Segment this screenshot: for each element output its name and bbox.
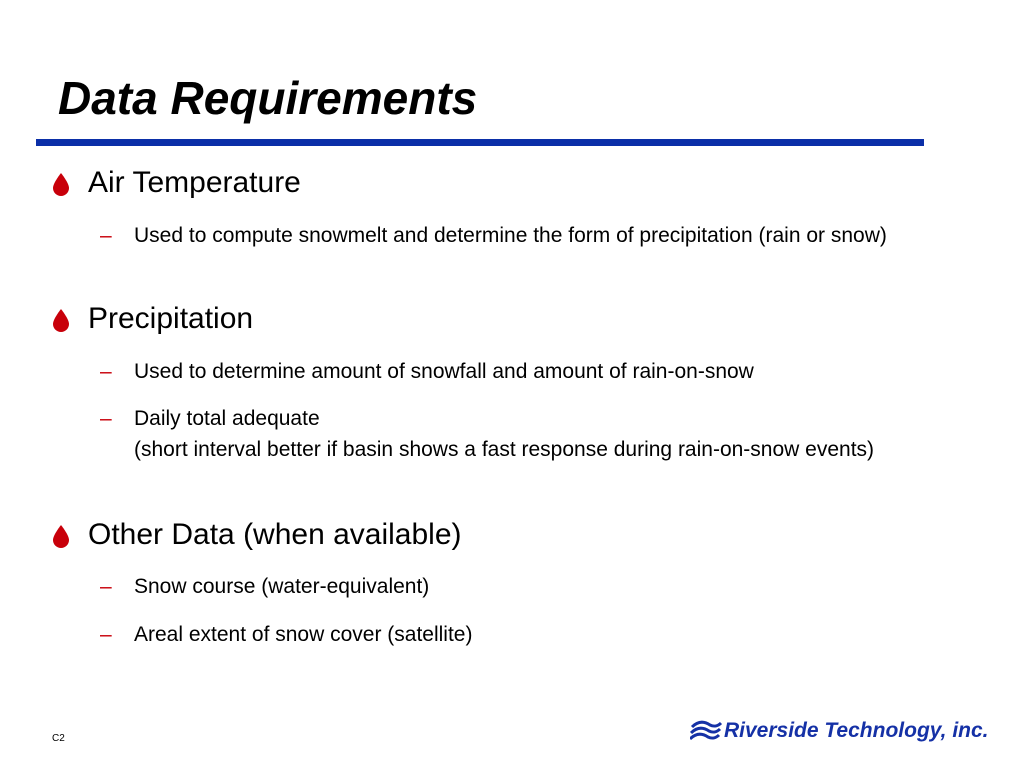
sub-item-text: [134, 571, 990, 602]
sub-item-line: (short interval better if basin shows a fast response during rain-on-snow events): [134, 438, 875, 461]
sub-item: [100, 619, 990, 650]
sub-item: [100, 571, 990, 602]
sub-item-line: Used to compute snowmelt and determine the form of precipitation (rain or snow): [134, 224, 887, 247]
bullet-other-data: [52, 517, 1002, 553]
red-drop-icon: [52, 308, 70, 332]
sub-item-text: [134, 356, 990, 387]
company-name: Riverside Technology, inc.: [724, 719, 989, 742]
dash-marker: –: [100, 360, 112, 383]
sub-item: [100, 220, 990, 251]
sub-item-text: [134, 403, 990, 465]
sub-item-line: Daily total adequate: [134, 407, 320, 430]
waves-logo-icon: [690, 719, 722, 743]
sub-item-text: [134, 220, 990, 251]
sub-item-line: Snow course (water-equivalent): [134, 575, 430, 598]
red-drop-icon: [52, 524, 70, 548]
sub-item: [100, 356, 990, 387]
sub-item: [100, 403, 990, 465]
sub-item-text: [134, 619, 990, 650]
sub-item-line: Used to determine amount of snowfall and amount of rain-on-snow: [134, 360, 754, 383]
slide-title: Data Requirements: [58, 72, 478, 124]
dash-marker: –: [100, 623, 112, 646]
red-drop-icon: [52, 172, 70, 196]
title-underline: [36, 139, 924, 146]
bullet-heading: Air Temperature: [88, 166, 301, 199]
bullet-air-temperature: [52, 165, 1002, 201]
sub-item-line: Areal extent of snow cover (satellite): [134, 623, 473, 646]
dash-marker: –: [100, 575, 112, 598]
company-logo: [690, 719, 989, 743]
bullet-heading: Other Data (when available): [88, 518, 462, 551]
bullet-heading: Precipitation: [88, 302, 254, 335]
dash-marker: –: [100, 407, 112, 430]
dash-marker: –: [100, 224, 112, 247]
bullet-precipitation: [52, 301, 1002, 337]
slide-number: C2: [52, 733, 65, 744]
